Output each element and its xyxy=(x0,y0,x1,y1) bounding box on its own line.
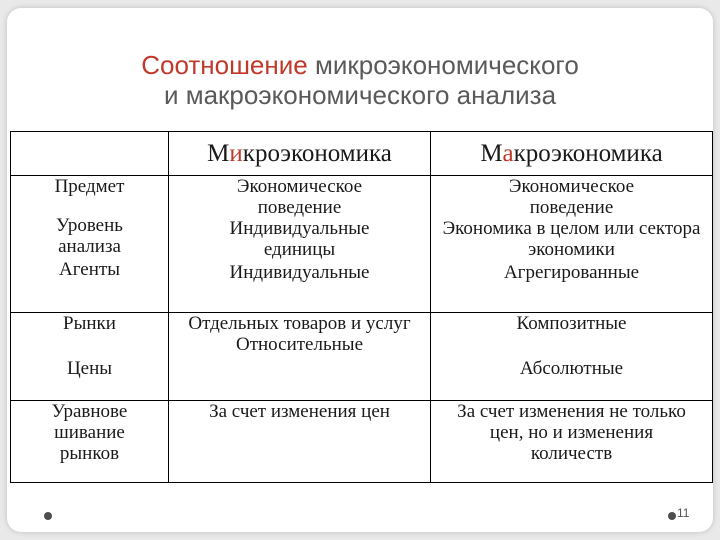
micro-cell xyxy=(169,176,431,313)
row-label: Цены xyxy=(66,358,113,379)
macro-cell xyxy=(431,176,713,313)
macro-value: Экономическое поведение xyxy=(508,176,635,218)
row-label: Предмет xyxy=(54,176,125,197)
micro-cell xyxy=(169,313,431,401)
table-row xyxy=(11,401,713,483)
title-text: макроэкономического анализа xyxy=(185,80,557,110)
title-text: и xyxy=(163,80,186,110)
header-text: М xyxy=(480,139,503,167)
header-text: кроэкономика xyxy=(513,139,663,167)
title-line-1 xyxy=(0,50,720,80)
header-empty-cell xyxy=(11,132,169,176)
row-label: Уравнове шивание рынков xyxy=(51,401,128,464)
micro-value: Отдельных товаров и услуг xyxy=(188,313,411,334)
row-label: Агенты xyxy=(59,259,120,280)
row-label-cell xyxy=(11,401,169,483)
macro-value: Композитные xyxy=(516,313,627,334)
header-accent-letter: и xyxy=(229,139,243,167)
table-header-row xyxy=(11,132,713,176)
header-micro xyxy=(169,132,431,176)
micro-cell xyxy=(169,401,431,483)
header-accent-letter: а xyxy=(502,139,514,167)
macro-cell xyxy=(431,313,713,401)
macro-value: Агрегированные xyxy=(503,262,640,283)
title-accent: Соотношение xyxy=(141,50,315,80)
row-label: Уровень анализа xyxy=(56,215,123,257)
row-label: Рынки xyxy=(63,313,116,334)
micro-value: За счет изменения цен xyxy=(209,401,390,422)
row-label-cell xyxy=(11,313,169,401)
header-macro xyxy=(431,132,713,176)
title-line-2 xyxy=(0,80,720,110)
macro-cell xyxy=(431,401,713,483)
micro-value: Индивидуальные xyxy=(229,262,370,283)
bullet-icon xyxy=(668,512,676,520)
table-row xyxy=(11,313,713,401)
micro-value: Индивидуальные единицы xyxy=(229,218,370,260)
bullet-icon xyxy=(44,512,52,520)
macro-value: Абсолютные xyxy=(519,358,624,379)
table-row xyxy=(11,176,713,313)
macro-value: Экономика в целом или сектора экономики xyxy=(442,218,701,260)
title-text: микроэкономического xyxy=(314,50,579,80)
micro-value: Экономическое поведение xyxy=(236,176,363,218)
page-number: 11 xyxy=(677,506,690,520)
macro-value: За счет изменения не только цен, но и изменения количеств xyxy=(457,401,686,464)
row-label-cell xyxy=(11,176,169,313)
micro-value: Относительные xyxy=(235,334,364,355)
comparison-table xyxy=(10,131,713,483)
header-text: М xyxy=(207,139,230,167)
header-text: кроэкономика xyxy=(242,139,392,167)
slide-title xyxy=(0,50,720,110)
